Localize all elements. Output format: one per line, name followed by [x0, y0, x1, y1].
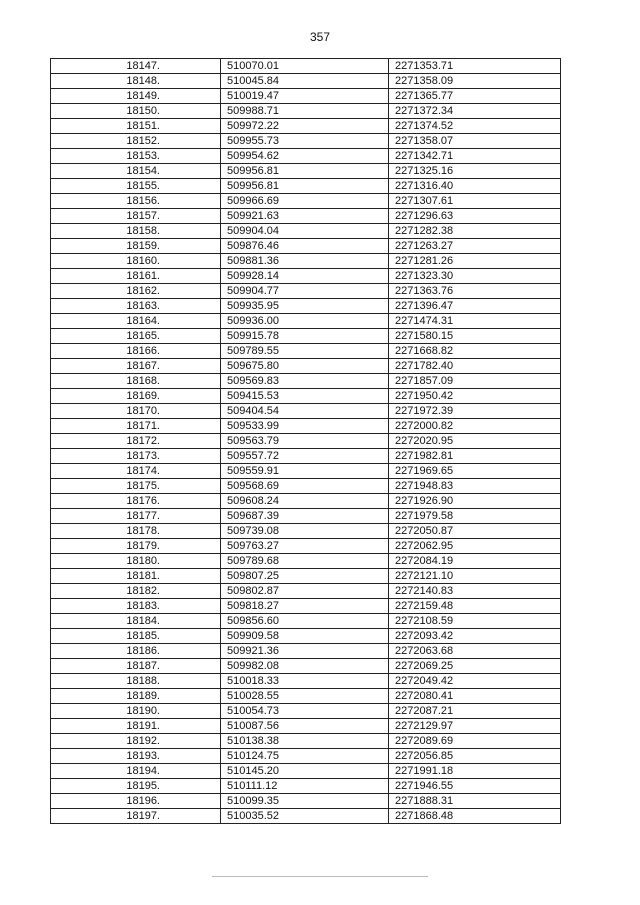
table-row	[51, 524, 561, 539]
y-coordinate-cell: 2272020.95	[389, 434, 561, 449]
y-coordinate-cell: 2271668.82	[389, 344, 561, 359]
x-coordinate-cell: 510099.35	[221, 794, 389, 809]
table-row	[51, 329, 561, 344]
x-coordinate-cell: 509928.14	[221, 269, 389, 284]
table-row	[51, 599, 561, 614]
table-row	[51, 179, 561, 194]
point-number-cell: 18167.	[51, 359, 221, 374]
y-coordinate-cell: 2272159.48	[389, 599, 561, 614]
table-row	[51, 359, 561, 374]
y-coordinate-cell: 2271868.48	[389, 809, 561, 824]
point-number-cell: 18174.	[51, 464, 221, 479]
y-coordinate-cell: 2271353.71	[389, 59, 561, 74]
table-row	[51, 404, 561, 419]
point-number-cell: 18171.	[51, 419, 221, 434]
y-coordinate-cell: 2271979.58	[389, 509, 561, 524]
table-row	[51, 434, 561, 449]
y-coordinate-cell: 2272089.69	[389, 734, 561, 749]
y-coordinate-cell: 2271888.31	[389, 794, 561, 809]
coordinates-table	[50, 58, 561, 824]
point-number-cell: 18186.	[51, 644, 221, 659]
x-coordinate-cell: 509404.54	[221, 404, 389, 419]
table-row	[51, 59, 561, 74]
table-row	[51, 779, 561, 794]
y-coordinate-cell: 2272121.10	[389, 569, 561, 584]
point-number-cell: 18170.	[51, 404, 221, 419]
y-coordinate-cell: 2271926.90	[389, 494, 561, 509]
table-row	[51, 719, 561, 734]
table-row	[51, 194, 561, 209]
y-coordinate-cell: 2272129.97	[389, 719, 561, 734]
table-row	[51, 89, 561, 104]
point-number-cell: 18156.	[51, 194, 221, 209]
x-coordinate-cell: 510111.12	[221, 779, 389, 794]
point-number-cell: 18190.	[51, 704, 221, 719]
table-row	[51, 509, 561, 524]
table-row	[51, 554, 561, 569]
table-row	[51, 119, 561, 134]
x-coordinate-cell: 510087.56	[221, 719, 389, 734]
x-coordinate-cell: 509955.73	[221, 134, 389, 149]
table-row	[51, 254, 561, 269]
x-coordinate-cell: 509982.08	[221, 659, 389, 674]
y-coordinate-cell: 2271358.07	[389, 134, 561, 149]
x-coordinate-cell: 509876.46	[221, 239, 389, 254]
table-row	[51, 794, 561, 809]
point-number-cell: 18150.	[51, 104, 221, 119]
point-number-cell: 18159.	[51, 239, 221, 254]
x-coordinate-cell: 509608.24	[221, 494, 389, 509]
x-coordinate-cell: 509569.83	[221, 374, 389, 389]
x-coordinate-cell: 509909.58	[221, 629, 389, 644]
y-coordinate-cell: 2271358.09	[389, 74, 561, 89]
x-coordinate-cell: 510138.38	[221, 734, 389, 749]
x-coordinate-cell: 510124.75	[221, 749, 389, 764]
x-coordinate-cell: 509557.72	[221, 449, 389, 464]
point-number-cell: 18197.	[51, 809, 221, 824]
coordinates-table-body	[51, 59, 561, 824]
y-coordinate-cell: 2271782.40	[389, 359, 561, 374]
point-number-cell: 18177.	[51, 509, 221, 524]
table-row	[51, 644, 561, 659]
point-number-cell: 18195.	[51, 779, 221, 794]
x-coordinate-cell: 509904.04	[221, 224, 389, 239]
table-row	[51, 479, 561, 494]
x-coordinate-cell: 509988.71	[221, 104, 389, 119]
y-coordinate-cell: 2271969.65	[389, 464, 561, 479]
x-coordinate-cell: 509881.36	[221, 254, 389, 269]
x-coordinate-cell: 509563.79	[221, 434, 389, 449]
point-number-cell: 18152.	[51, 134, 221, 149]
point-number-cell: 18158.	[51, 224, 221, 239]
y-coordinate-cell: 2271857.09	[389, 374, 561, 389]
point-number-cell: 18194.	[51, 764, 221, 779]
x-coordinate-cell: 509956.81	[221, 179, 389, 194]
y-coordinate-cell: 2271374.52	[389, 119, 561, 134]
point-number-cell: 18163.	[51, 299, 221, 314]
y-coordinate-cell: 2272093.42	[389, 629, 561, 644]
y-coordinate-cell: 2272056.85	[389, 749, 561, 764]
y-coordinate-cell: 2271316.40	[389, 179, 561, 194]
x-coordinate-cell: 509789.68	[221, 554, 389, 569]
y-coordinate-cell: 2271282.38	[389, 224, 561, 239]
x-coordinate-cell: 509936.00	[221, 314, 389, 329]
point-number-cell: 18172.	[51, 434, 221, 449]
table-row	[51, 299, 561, 314]
y-coordinate-cell: 2271342.71	[389, 149, 561, 164]
y-coordinate-cell: 2271950.42	[389, 389, 561, 404]
x-coordinate-cell: 509763.27	[221, 539, 389, 554]
x-coordinate-cell: 509915.78	[221, 329, 389, 344]
y-coordinate-cell: 2271948.83	[389, 479, 561, 494]
point-number-cell: 18189.	[51, 689, 221, 704]
y-coordinate-cell: 2272140.83	[389, 584, 561, 599]
point-number-cell: 18168.	[51, 374, 221, 389]
y-coordinate-cell: 2271296.63	[389, 209, 561, 224]
point-number-cell: 18157.	[51, 209, 221, 224]
x-coordinate-cell: 509921.36	[221, 644, 389, 659]
table-row	[51, 104, 561, 119]
point-number-cell: 18192.	[51, 734, 221, 749]
y-coordinate-cell: 2272069.25	[389, 659, 561, 674]
point-number-cell: 18166.	[51, 344, 221, 359]
point-number-cell: 18196.	[51, 794, 221, 809]
y-coordinate-cell: 2272087.21	[389, 704, 561, 719]
table-row	[51, 704, 561, 719]
table-row	[51, 689, 561, 704]
y-coordinate-cell: 2271372.34	[389, 104, 561, 119]
point-number-cell: 18160.	[51, 254, 221, 269]
y-coordinate-cell: 2271281.26	[389, 254, 561, 269]
table-row	[51, 614, 561, 629]
table-row	[51, 659, 561, 674]
y-coordinate-cell: 2272080.41	[389, 689, 561, 704]
x-coordinate-cell: 509921.63	[221, 209, 389, 224]
x-coordinate-cell: 509789.55	[221, 344, 389, 359]
x-coordinate-cell: 509533.99	[221, 419, 389, 434]
y-coordinate-cell: 2271323.30	[389, 269, 561, 284]
x-coordinate-cell: 509956.81	[221, 164, 389, 179]
table-row	[51, 374, 561, 389]
point-number-cell: 18184.	[51, 614, 221, 629]
point-number-cell: 18181.	[51, 569, 221, 584]
y-coordinate-cell: 2272050.87	[389, 524, 561, 539]
x-coordinate-cell: 510070.01	[221, 59, 389, 74]
point-number-cell: 18188.	[51, 674, 221, 689]
y-coordinate-cell: 2271365.77	[389, 89, 561, 104]
x-coordinate-cell: 509807.25	[221, 569, 389, 584]
point-number-cell: 18175.	[51, 479, 221, 494]
point-number-cell: 18173.	[51, 449, 221, 464]
y-coordinate-cell: 2271474.31	[389, 314, 561, 329]
table-row	[51, 494, 561, 509]
table-row	[51, 464, 561, 479]
y-coordinate-cell: 2272084.19	[389, 554, 561, 569]
x-coordinate-cell: 509739.08	[221, 524, 389, 539]
x-coordinate-cell: 510045.84	[221, 74, 389, 89]
x-coordinate-cell: 509954.62	[221, 149, 389, 164]
table-row	[51, 539, 561, 554]
table-row	[51, 149, 561, 164]
table-row	[51, 419, 561, 434]
x-coordinate-cell: 509568.69	[221, 479, 389, 494]
x-coordinate-cell: 509559.91	[221, 464, 389, 479]
y-coordinate-cell: 2271580.15	[389, 329, 561, 344]
table-row	[51, 284, 561, 299]
table-row	[51, 629, 561, 644]
table-row	[51, 749, 561, 764]
y-coordinate-cell: 2271307.61	[389, 194, 561, 209]
table-row	[51, 224, 561, 239]
table-row	[51, 569, 561, 584]
x-coordinate-cell: 509935.95	[221, 299, 389, 314]
x-coordinate-cell: 510145.20	[221, 764, 389, 779]
y-coordinate-cell: 2271982.81	[389, 449, 561, 464]
point-number-cell: 18185.	[51, 629, 221, 644]
point-number-cell: 18148.	[51, 74, 221, 89]
y-coordinate-cell: 2272049.42	[389, 674, 561, 689]
table-row	[51, 584, 561, 599]
table-row	[51, 74, 561, 89]
x-coordinate-cell: 509675.80	[221, 359, 389, 374]
x-coordinate-cell: 509972.22	[221, 119, 389, 134]
table-row	[51, 269, 561, 284]
y-coordinate-cell: 2271396.47	[389, 299, 561, 314]
table-row	[51, 734, 561, 749]
y-coordinate-cell: 2271363.76	[389, 284, 561, 299]
point-number-cell: 18162.	[51, 284, 221, 299]
x-coordinate-cell: 509818.27	[221, 599, 389, 614]
y-coordinate-cell: 2272063.68	[389, 644, 561, 659]
x-coordinate-cell: 509966.69	[221, 194, 389, 209]
x-coordinate-cell: 510019.47	[221, 89, 389, 104]
point-number-cell: 18153.	[51, 149, 221, 164]
table-row	[51, 164, 561, 179]
point-number-cell: 18161.	[51, 269, 221, 284]
point-number-cell: 18149.	[51, 89, 221, 104]
y-coordinate-cell: 2272062.95	[389, 539, 561, 554]
y-coordinate-cell: 2271991.18	[389, 764, 561, 779]
y-coordinate-cell: 2271972.39	[389, 404, 561, 419]
x-coordinate-cell: 510018.33	[221, 674, 389, 689]
table-row	[51, 239, 561, 254]
x-coordinate-cell: 509415.53	[221, 389, 389, 404]
y-coordinate-cell: 2272108.59	[389, 614, 561, 629]
y-coordinate-cell: 2271325.16	[389, 164, 561, 179]
point-number-cell: 18165.	[51, 329, 221, 344]
point-number-cell: 18193.	[51, 749, 221, 764]
x-coordinate-cell: 510054.73	[221, 704, 389, 719]
table-row	[51, 344, 561, 359]
x-coordinate-cell: 509687.39	[221, 509, 389, 524]
x-coordinate-cell: 510035.52	[221, 809, 389, 824]
point-number-cell: 18191.	[51, 719, 221, 734]
point-number-cell: 18182.	[51, 584, 221, 599]
x-coordinate-cell: 509802.87	[221, 584, 389, 599]
point-number-cell: 18155.	[51, 179, 221, 194]
point-number-cell: 18176.	[51, 494, 221, 509]
point-number-cell: 18154.	[51, 164, 221, 179]
point-number-cell: 18147.	[51, 59, 221, 74]
point-number-cell: 18180.	[51, 554, 221, 569]
table-row	[51, 389, 561, 404]
y-coordinate-cell: 2272000.82	[389, 419, 561, 434]
table-row	[51, 674, 561, 689]
point-number-cell: 18169.	[51, 389, 221, 404]
point-number-cell: 18183.	[51, 599, 221, 614]
table-row	[51, 449, 561, 464]
point-number-cell: 18187.	[51, 659, 221, 674]
y-coordinate-cell: 2271946.55	[389, 779, 561, 794]
point-number-cell: 18178.	[51, 524, 221, 539]
table-row	[51, 209, 561, 224]
table-row	[51, 809, 561, 824]
point-number-cell: 18151.	[51, 119, 221, 134]
page-number: 357	[309, 30, 331, 44]
point-number-cell: 18179.	[51, 539, 221, 554]
point-number-cell: 18164.	[51, 314, 221, 329]
x-coordinate-cell: 509904.77	[221, 284, 389, 299]
table-row	[51, 314, 561, 329]
y-coordinate-cell: 2271263.27	[389, 239, 561, 254]
table-row	[51, 764, 561, 779]
footer-rule	[212, 876, 428, 877]
x-coordinate-cell: 509856.60	[221, 614, 389, 629]
table-row	[51, 134, 561, 149]
x-coordinate-cell: 510028.55	[221, 689, 389, 704]
